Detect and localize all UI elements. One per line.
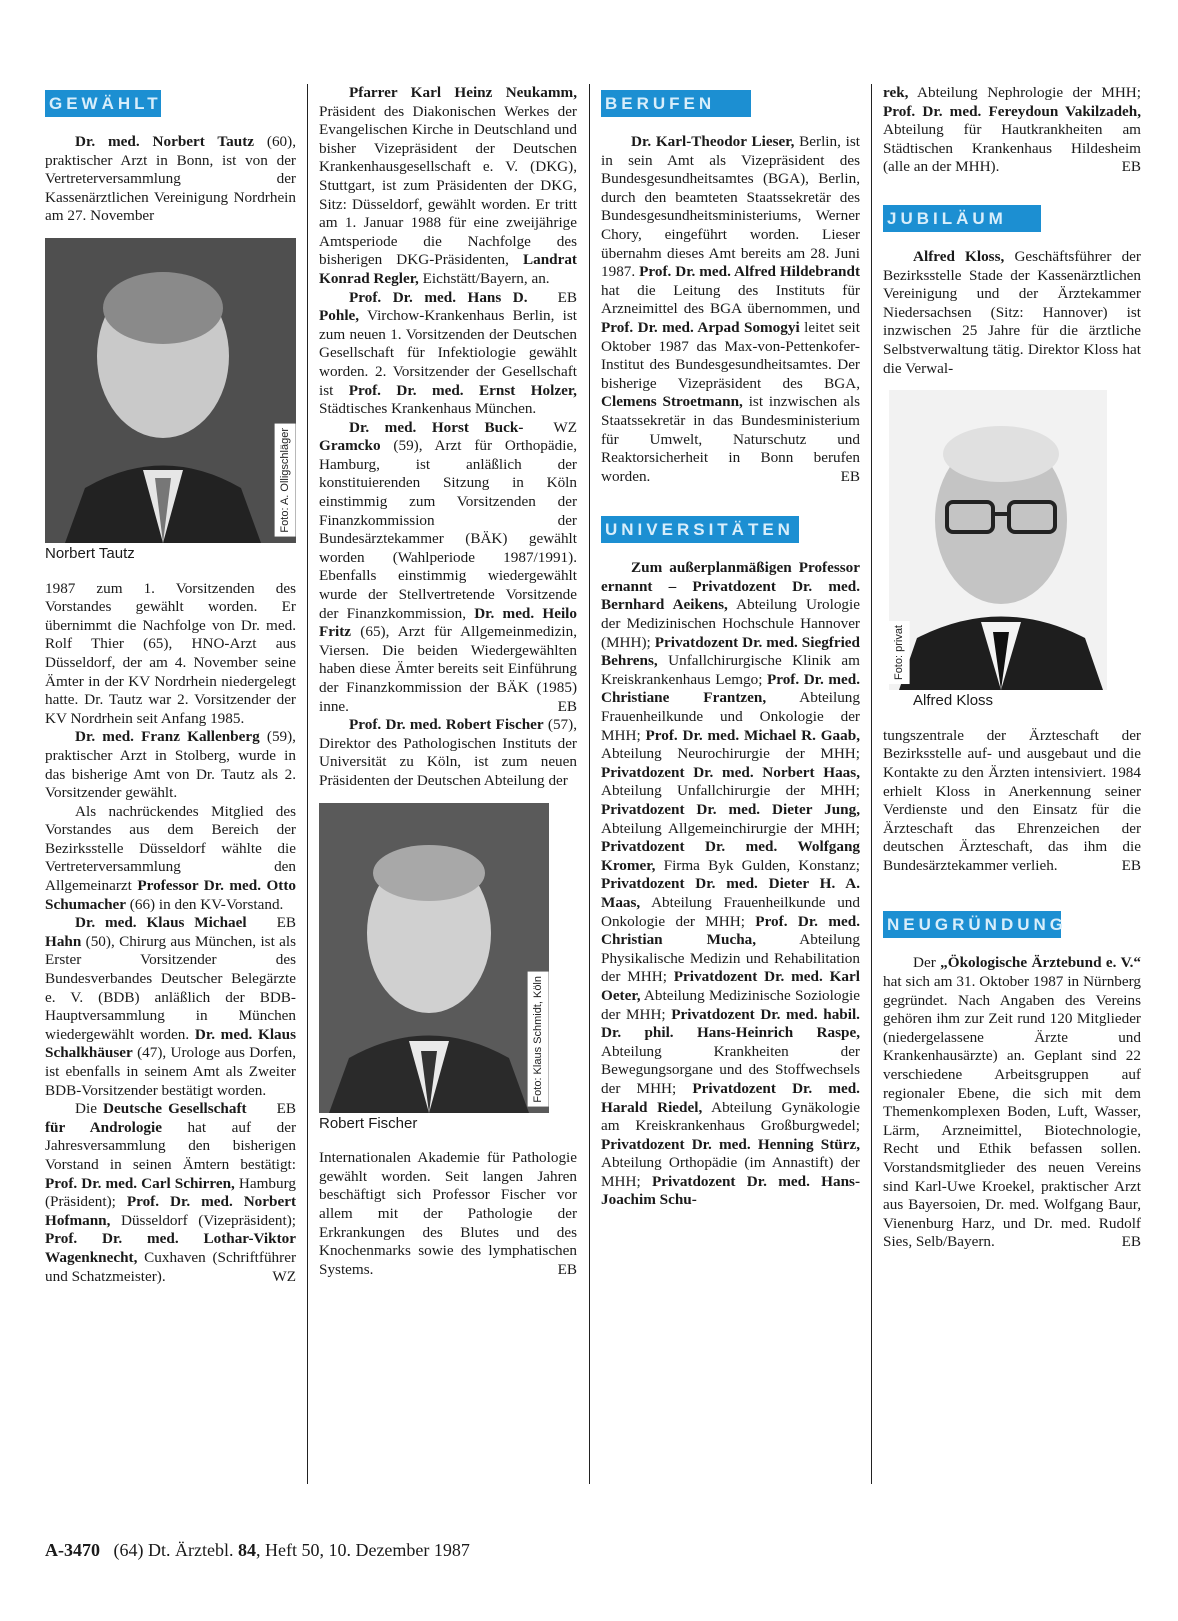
article-kloss: Alfred Kloss, Geschäftsführer der Bezirksstelle Stade der Kassenärztlichen Vereinigung und der Ärztekammer Niedersachsen (Sitz: Hannover) ist inzwischen 25 Jahre für die ärztliche Selbstverwaltung tätig. Direktor Kloss hat die Verwal- [883, 247, 1141, 377]
journal-issue: , Heft 50, 10. Dezember 1987 [255, 1540, 470, 1560]
section-header-neugruendung: NEUGRÜNDUNG [883, 911, 1061, 938]
section-header-jubilaeum: JUBILÄUM [883, 205, 1041, 232]
photo-caption: Robert Fischer [319, 1114, 418, 1132]
article-oekologischer-aerztebund: Der „Ökologische Ärztebund e. V.“ hat sich am 31. Oktober 1987 in Nürnberg gegründet. Nach Angaben des Vereins gehören ihm zur Zeit rund 120 Mitglieder (niedergelassene Ärzte und Krankenhausärzte) an. Geplant sind 22 verschiedene Arbeitsgruppen auf regionaler Ebene, die sich mit dem Themenkomplexen Boden, Luft, Wasser, Lärm, Arzneimittel, Biotechnologie, Recht und Ethik befassen sollen. Vorstandsmitglieder des neuen Vereins sind Karl-Uwe Kroekel, praktischer Arzt aus Bayersoien, Dr. med. Wolfgang Baur, Vienenburg Harz, und Dr. med. Rudolf Sies, Selb/Bayern. EB [883, 954, 1141, 1251]
article-hahn: Dr. med. Klaus Michael Hahn (50), Chirurg aus München, ist als Erster Vorsitzender des Bundesverbandes Deutscher Belegärzte e. V. (BDB) anläßlich der BDB-Hauptversammlung in München wiedergewählt worden. Dr. med. Klaus Schalkhäuser (47), Urologe aus Dorfen, ist ebenfalls in seinem Amt als Zweiter BDB-Vorsitzender bestätigt worden. EB [45, 914, 297, 1118]
photo-caption: Alfred Kloss [913, 692, 994, 710]
column-rule-2 [589, 84, 590, 1484]
article-tautz: Dr. med. Norbert Tautz (60), praktischer Arzt in Bonn, ist von der Vertreterversammlung der Kassenärztlichen Vereinigung Nordrhein am 27. November [45, 133, 296, 225]
column-1 [45, 84, 296, 1286]
photo-tautz [45, 238, 296, 543]
section-header-gewaehlt: GEWÄHLT [45, 90, 161, 117]
article-pohle: Prof. Dr. med. Hans D. Pohle, Virchow-Krankenhaus Berlin, ist zum neuen 1. Vorsitzenden der Deutschen Gesellschaft für Infektiologie gewählt worden. 2. Vorsitzender der Gesellschaft ist Prof. Dr. med. Ernst Holzer, Städtisches Krankenhaus München. WZ [319, 288, 577, 436]
article-neukamm: Pfarrer Karl Heinz Neukamm, Präsident des Diakonischen Werkes der Evangelischen Kirche in Deutschland und bisher Vizepräsident der Deutschen Krankenhausgesellschaft e. V. (DKG), Stuttgart, ist zum Präsidenten der DKG, Sitz: Düsseldorf, gewählt worden. Er tritt am 1. Januar 1988 für eine zweijährige Amtsperiode die Nachfolge des bisherigen DKG-Präsidenten, Landrat Konrad Regler, Eichstätt/Bayern, an. EB [319, 84, 577, 306]
article-professoren: Zum außerplanmäßigen Professor ernannt – Privatdozent Dr. med. Bernhard Aeikens, Abteilung Urologie der Medizinischen Hochschule Hannover (MHH); Privatdozent Dr. med. Siegfried Behrens, Unfallchirurgische Klinik am Kreiskrankenhaus Lemgo; Prof. Dr. med. Christiane Frantzen, Abteilung Frauenheilkunde und Onkologie der MHH; Prof. Dr. med. Michael R. Gaab, Abteilung Neurochirurgie der MHH; Privatdozent Dr. med. Norbert Haas, Abteilung Unfallchirurgie der MHH; Privatdozent Dr. med. Dieter Jung, Abteilung Allgemeinchirurgie der MHH; Privatdozent Dr. med. Wolfgang Kromer, Firma Byk Gulden, Konstanz; Privatdozent Dr. med. Dieter H. A. Maas, Abteilung Frauenheilkunde und Onkologie der MHH; Prof. Dr. med. Christian Mucha, Abteilung Physikalische Medizin und Rehabilitation der MHH; Privatdozent Dr. med. Karl Oeter, Abteilung Medizinische Soziologie der MHH; Privatdozent Dr. med. habil. Dr. phil. Hans-Heinrich Raspe, Abteilung Krankheiten der Bewegungsorgane und des Stoffwechsels der MHH; Privatdozent Dr. med. Harald Riedel, Abteilung Gynäkologie am Kreiskrankenhaus Großburgwedel; Privatdozent Dr. med. Henning Stürz, Abteilung Orthopädie (im Annastift) der MHH; Privatdozent Dr. med. Hans-Joachim Schu- [601, 559, 861, 1209]
article-buck-gramcko: Dr. med. Horst Buck-Gramcko (59), Arzt für Orthopädie, Hamburg, ist anläßlich der konstituierenden Sitzung in Köln einstimmig zum Vorsitzenden der Finanzkommission der Bundesärztekammer (BÄK) gewählt worden (Wahlperiode 1987/1991). Ebenfalls einstimmig wiedergewählt wurde der Stellvertretende Vorsitzende der Finanzkommission, Dr. med. Heilo Fritz (65), Arzt für Allgemeinmedizin, Viersen. Die beiden Wiedergewählten haben diese Ämter bereits seit Einführung der Finanzkommission der BÄK (1985) inne. EB [319, 418, 577, 715]
column-rule-1 [307, 84, 308, 1484]
journal-volume: 84 [237, 1540, 256, 1560]
page-footer [45, 1540, 470, 1561]
photo-fischer [319, 803, 549, 1113]
photo-credit: Foto: Klaus Schmidt, Köln [528, 972, 549, 1107]
article-schumacher: Als nachrückendes Mitglied des Vorstandes aus dem Bereich der Bezirksstelle Düsseldorf wählte die Vertreterversammlung den Allgemeinarzt Professor Dr. med. Otto Schumacher (66) in den KV-Vorstand. EB [45, 802, 296, 932]
portrait-image [319, 803, 549, 1113]
article-andrologie: Die Deutsche Gesellschaft für Andrologie hat auf der Jahresversammlung den bisherigen Vorstand in seinen Ämtern bestätigt: Prof. Dr. med. Carl Schirren, Hamburg (Präsident); Prof. Dr. med. Norbert Hofmann, Düsseldorf (Vizepräsident); Prof. Dr. med. Lothar-Viktor Wagenknecht, Cuxhaven (Schriftführer und Schatzmeister). WZ [45, 1100, 296, 1285]
article-kallenberg: Dr. med. Franz Kallenberg (59), praktischer Arzt in Stolberg, wurde in das bisherige Amt von Dr. Tautz als 2. Vorsitzender gewählt. [45, 728, 296, 802]
article-fischer: Prof. Dr. med. Robert Fischer (57), Direktor des Pathologischen Instituts der Universität zu Köln, ist zum neuen Präsidenten der Deutschen Abteilung der [319, 716, 577, 789]
photo-kloss [889, 390, 1107, 690]
photo-credit: Foto: privat [889, 621, 910, 684]
article-lieser: Dr. Karl-Theodor Lieser, Berlin, ist in sein Amt als Vizepräsident des Bundesgesundheitsamtes (BGA), Berlin, durch den beamteten Staatssekretär des Bundesgesundheitsministeriums, Werner Chory, eingeführt worden. Lieser übernahm dieses Amt bereits am 28. Juni 1987. Prof. Dr. med. Alfred Hildebrandt hat die Leitung des Instituts für Arzneimittel des BGA übernommen, und Prof. Dr. med. Arpad Somogyi leitet seit Oktober 1987 das Max-von-Pettenkofer-Institut des Bundesgesundheitsamtes. Der bisherige Vizepräsident des BGA, Clemens Stroetmann, ist inzwischen als Staatssekretär in das Bundesministerium für Umwelt, Naturschutz und Reaktorsicherheit in Bonn berufen worden. EB [601, 133, 861, 485]
section-header-universitaeten: UNIVERSITÄTEN [601, 516, 799, 543]
column-3 [601, 84, 860, 1210]
photo-caption: Norbert Tautz [45, 544, 135, 562]
column-4 [883, 84, 1141, 1252]
portrait-image [889, 390, 1107, 690]
portrait-image [45, 238, 296, 543]
page-number: A-3470 [45, 1540, 100, 1560]
column-rule-3 [871, 84, 872, 1484]
journal-ref: (64) Dt. Ärztebl. [113, 1540, 234, 1560]
article-professoren-cont: rek, Abteilung Nephrologie der MHH; Prof. Dr. med. Fereydoun Vakilzadeh, Abteilung für Hautkrankheiten am Städtischen Krankenhaus Hildesheim (alle an der MHH). EB [883, 84, 1141, 176]
article-kloss-cont: tungszentrale der Ärzteschaft der Bezirksstelle auf- und ausgebaut und die Kontakte zu den Ärzten intensiviert. 1984 erhielt Kloss in Anerkennung seiner Verdienste und den Einsatz für die Ärzteschaft das Ehrenzeichen der deutschen Ärzteschaft, das ihm die Bundesärztekammer verlieh. EB [883, 726, 1141, 874]
photo-credit: Foto: A. Olligschläger [275, 424, 296, 537]
column-2 [319, 84, 577, 1279]
article-tautz-cont: 1987 zum 1. Vorsitzenden des Vorstandes gewählt worden. Er übernimmt die Nachfolge von Dr. med. Rolf Thier (65), HNO-Arzt aus Düsseldorf, der am 4. November seine Ämter in der KV Nordrhein niedergelegt hatte. Dr. Tautz war 2. Vorsitzender der KV Nordrhein seit Anfang 1985. [45, 579, 296, 727]
article-fischer-cont: Internationalen Akademie für Pathologie gewählt worden. Seit langen Jahren beschäftigt sich Professor Fischer vor allem mit der Pathologie der Erkrankungen des Blutes und des Knochenmarks sowie des lymphatischen Systems. EB [319, 1149, 577, 1278]
section-header-berufen: BERUFEN [601, 90, 751, 117]
